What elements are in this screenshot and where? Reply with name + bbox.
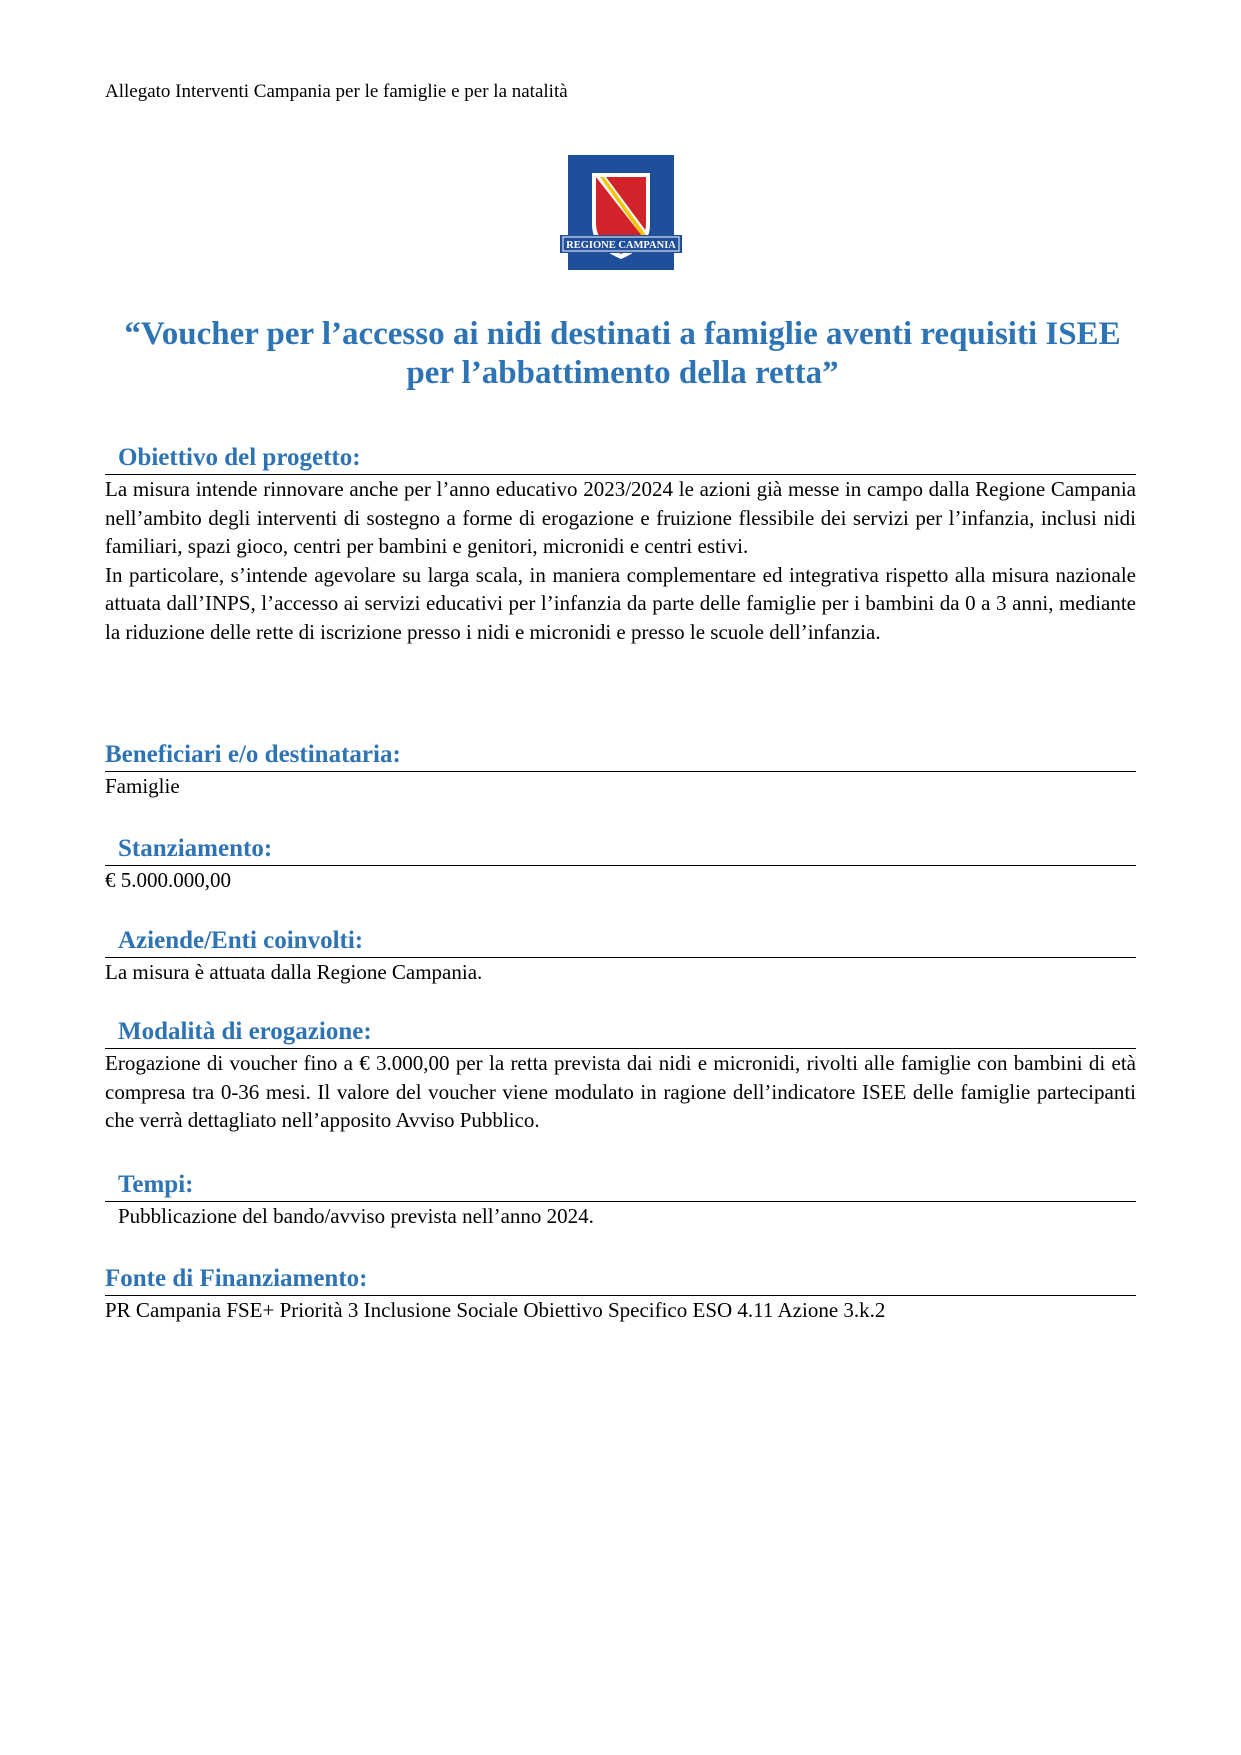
section-heading-tempi: Tempi: [105, 1170, 1136, 1202]
section-heading-aziende: Aziende/Enti coinvolti: [105, 926, 1136, 958]
section-body-aziende [105, 958, 1136, 987]
section-heading-modalita: Modalità di erogazione: [105, 1017, 1136, 1049]
section-aziende [105, 926, 1136, 987]
modalita-text: Erogazione di voucher fino a € 3.000,00 per la retta prevista dai nidi e micronidi, rivolti alle famiglie con bambini di età compresa tra 0-36 mesi. Il valore del voucher viene modulato in ragione dell’indicatore ISEE delle famiglie partecipanti che verrà dettagliato nell’apposito Avviso Pubblico. [105, 1051, 1136, 1132]
section-body-tempi [105, 1202, 1136, 1231]
section-beneficiari [105, 740, 1136, 801]
section-heading-beneficiari: Beneficiari e/o destinataria: [105, 740, 1136, 772]
section-body-modalita [105, 1049, 1136, 1135]
title-line-1: “Voucher per l’accesso ai nidi destinati a famiglie aventi requisiti ISEE [124, 316, 1121, 352]
section-heading-obiettivo: Obiettivo del progetto: [105, 443, 1136, 475]
document-title [105, 315, 1140, 393]
stanziamento-amount: € 5.000.000,00 [105, 868, 231, 892]
section-heading-stanziamento: Stanziamento: [105, 834, 1136, 866]
aziende-text: La misura è attuata dalla Regione Campania. [105, 960, 483, 984]
beneficiari-text: Famiglie [105, 774, 180, 798]
section-body-fonte [105, 1296, 1136, 1325]
section-tempi [105, 1170, 1136, 1231]
section-fonte [105, 1264, 1136, 1325]
obiettivo-paragraph-2: In particolare, s’intende agevolare su larga scala, in maniera complementare ed integrativa rispetto alla misura nazionale attuata dall’INPS, l’accesso ai servizi educativi per l’infanzia da parte delle famiglie per i bambini da 0 a 3 anni, mediante la riduzione delle rette di iscrizione presso i nidi e micronidi e presso le scuole dell’infanzia. [105, 562, 1136, 644]
tempi-text: Pubblicazione del bando/avviso prevista nell’anno 2024. [118, 1204, 594, 1228]
obiettivo-paragraph-1: La misura intende rinnovare anche per l’anno educativo 2023/2024 le azioni già messe in campo dalla Regione Campania nell’ambito degli interventi di sostegno a forme di erogazione e fruizione flessibile dei servizi per l’infanzia, inclusi nidi familiari, spazi gioco, centri per bambini e genitori, micronidi e centri estivi. [105, 477, 1136, 558]
title-line-2: per l’abbattimento della retta” [406, 355, 839, 391]
section-obiettivo [105, 443, 1136, 646]
logo-caption: REGIONE CAMPANIA [566, 240, 676, 251]
regione-campania-logo [560, 155, 682, 270]
section-body-stanziamento [105, 866, 1136, 895]
section-body-obiettivo [105, 475, 1136, 646]
header-note: Allegato Interventi Campania per le famiglie e per la natalità [105, 81, 568, 102]
section-stanziamento [105, 834, 1136, 895]
section-heading-fonte: Fonte di Finanziamento: [105, 1264, 1136, 1296]
fonte-text: PR Campania FSE+ Priorità 3 Inclusione Sociale Obiettivo Specifico ESO 4.11 Azione 3.k.2 [105, 1298, 886, 1322]
section-body-beneficiari [105, 772, 1136, 801]
section-modalita [105, 1017, 1136, 1135]
